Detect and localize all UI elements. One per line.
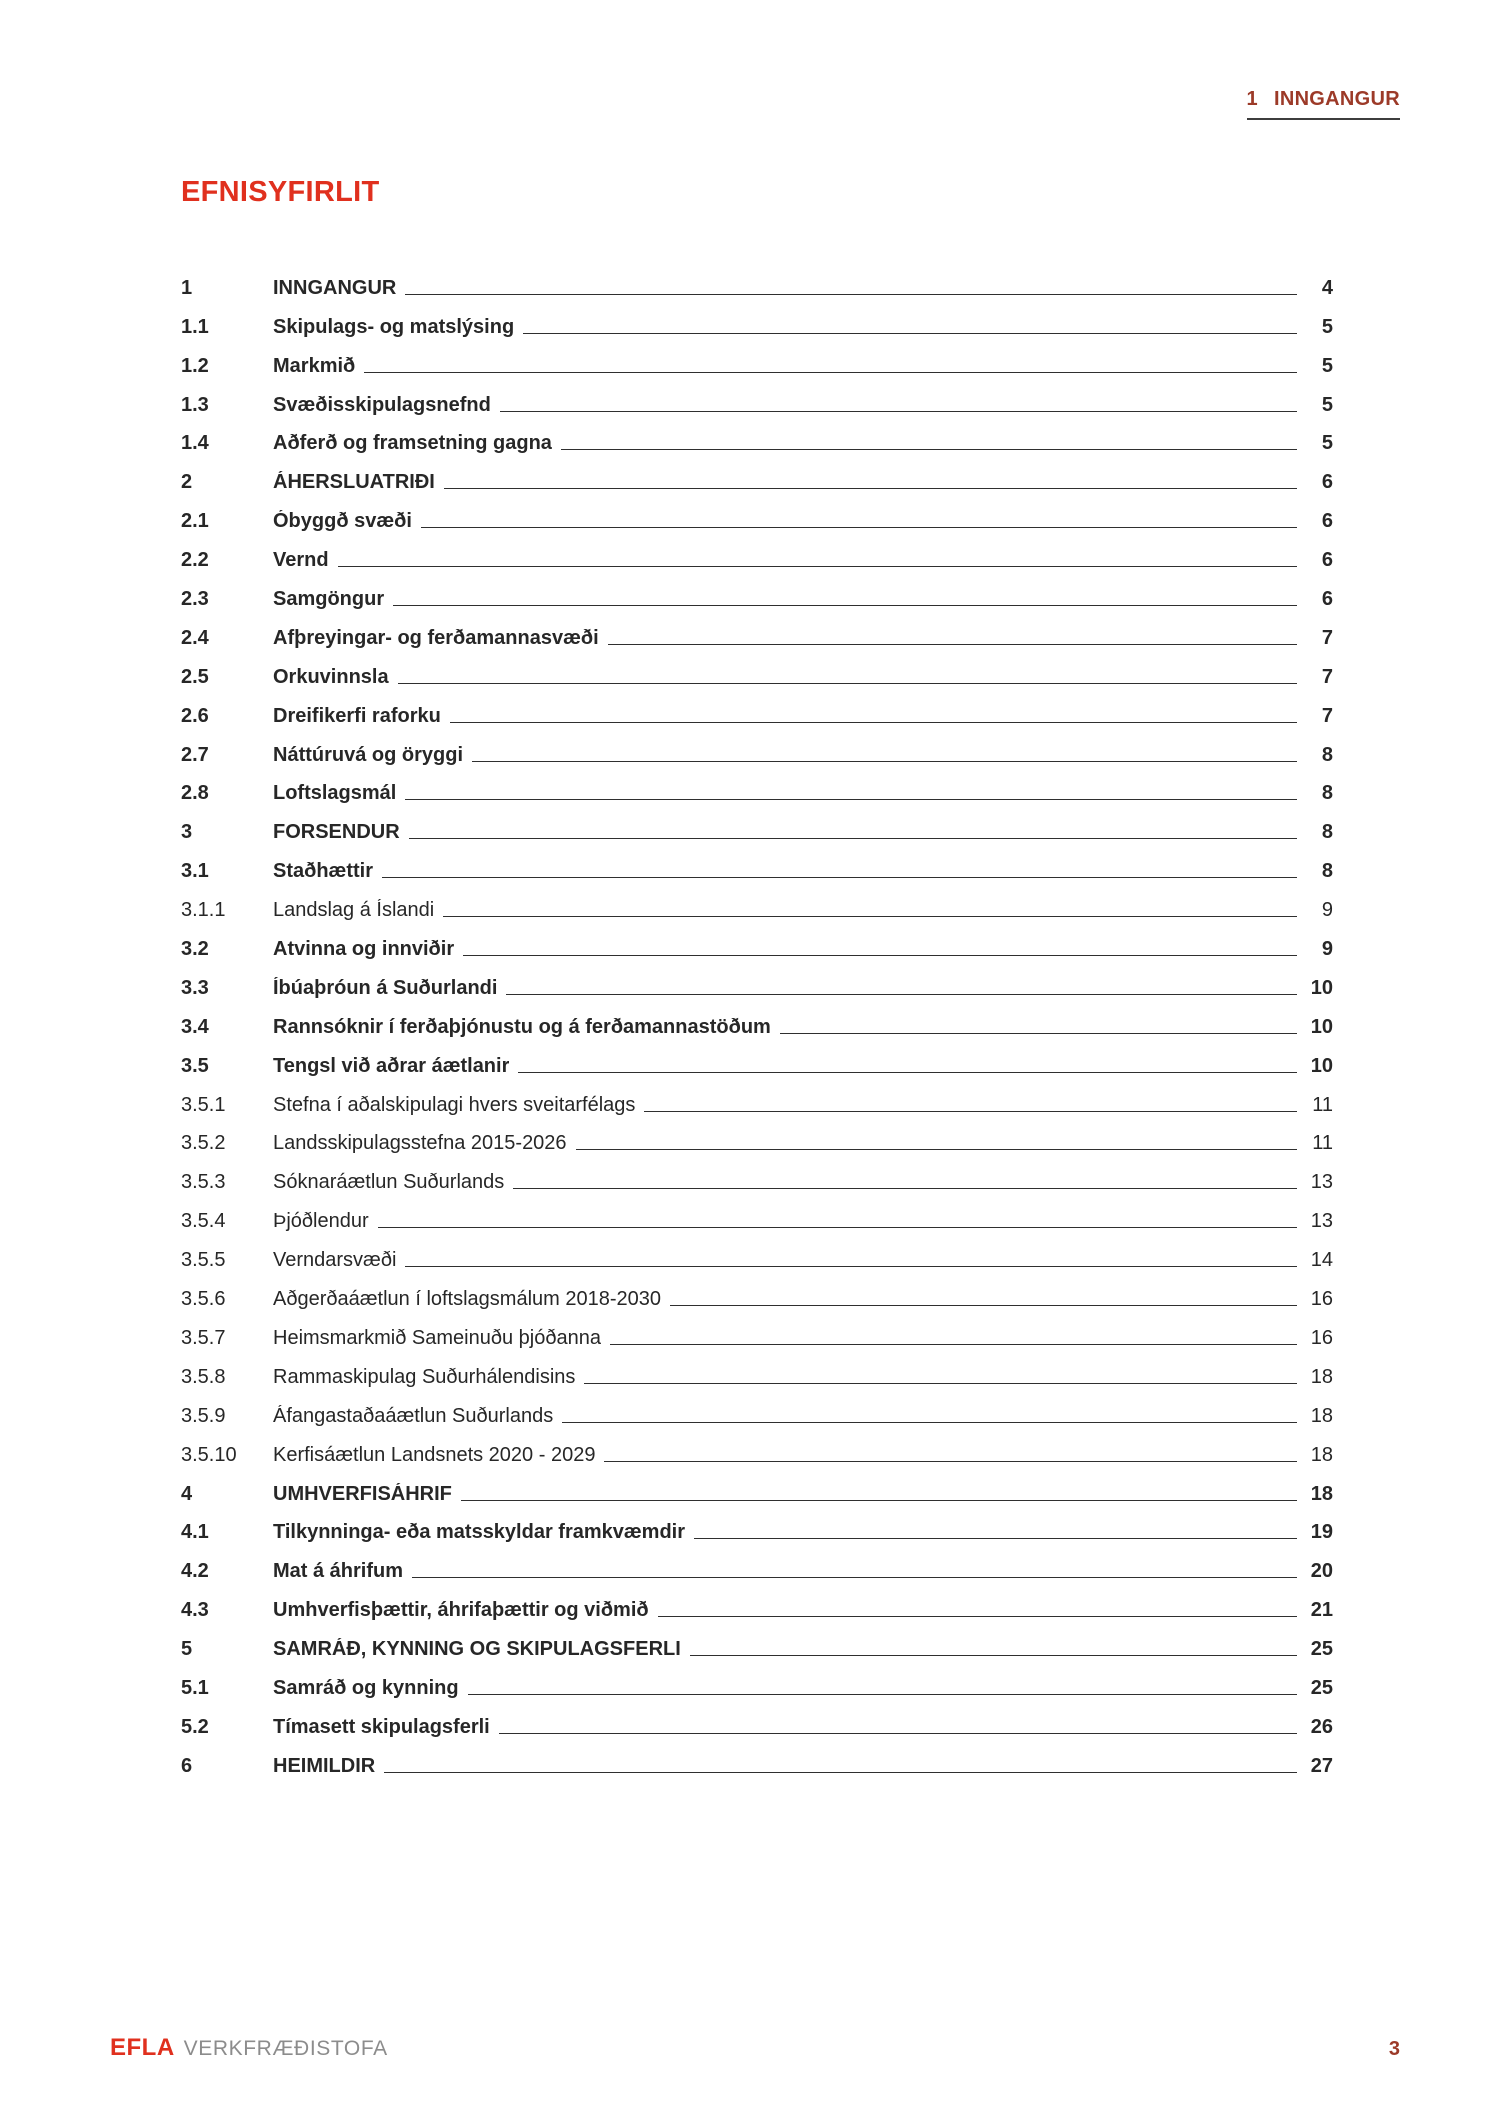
- toc-leader-line: [384, 1772, 1297, 1773]
- toc-entry-label: Vernd: [273, 549, 329, 572]
- toc-row[interactable]: [181, 1350, 1333, 1389]
- toc-leader-line: [405, 294, 1297, 295]
- toc-entry-number: 3.5.10: [181, 1443, 237, 1466]
- toc-entry-number: 3.3: [181, 976, 209, 999]
- toc-entry-number: 5: [181, 1638, 193, 1661]
- running-header: [1247, 88, 1400, 120]
- toc-entry-page: 10: [1310, 976, 1333, 999]
- toc-row[interactable]: [181, 1622, 1333, 1661]
- toc-entry-number: 5.1: [181, 1676, 209, 1699]
- running-header-chapter-number: 1: [1246, 88, 1258, 110]
- toc-entry-number: 3.5.6: [181, 1288, 226, 1311]
- toc-entry-page: 10: [1310, 1054, 1333, 1077]
- toc-entry-label: Svæðisskipulagsnefnd: [273, 393, 491, 416]
- toc-entry-page: 19: [1310, 1521, 1333, 1544]
- toc-entry-page: 5: [1321, 432, 1333, 455]
- toc-row[interactable]: [181, 1467, 1333, 1506]
- toc-entry-page: 9: [1321, 899, 1333, 922]
- toc-entry-number: 3.5.9: [181, 1404, 226, 1427]
- toc-leader-line: [690, 1655, 1297, 1656]
- toc-entry-label: INNGANGUR: [273, 276, 397, 299]
- toc-entry-number: 2.5: [181, 665, 209, 688]
- toc-row[interactable]: [181, 922, 1333, 961]
- toc-entry-label: Þjóðlendur: [273, 1210, 369, 1233]
- toc-entry-number: 4.2: [181, 1560, 209, 1583]
- toc-entry-page: 18: [1310, 1404, 1333, 1427]
- toc-entry-number: 3.5.7: [181, 1326, 226, 1349]
- toc-entry-label: Samgöngur: [273, 588, 385, 611]
- toc-row[interactable]: [181, 767, 1333, 806]
- toc-leader-line: [584, 1383, 1297, 1384]
- toc-entry-number: 3.5: [181, 1054, 209, 1077]
- toc-entry-label: Kerfisáætlun Landsnets 2020 - 2029: [273, 1443, 596, 1466]
- toc-row[interactable]: [181, 1311, 1333, 1350]
- toc-entry-number: 2.1: [181, 510, 209, 533]
- toc-entry-label: Rammaskipulag Suðurhálendisins: [273, 1365, 576, 1388]
- toc-entry-number: 1.1: [181, 315, 209, 338]
- toc-entry-number: 3.1: [181, 860, 209, 883]
- toc-entry-label: Skipulags- og matslýsing: [273, 315, 515, 338]
- toc-entry-label: Mat á áhrifum: [273, 1560, 404, 1583]
- footer-page-number: 3: [1388, 2038, 1400, 2060]
- toc-entry-label: Tilkynninga- eða matsskyldar framkvæmdir: [273, 1521, 686, 1544]
- toc-entry-number: 2.4: [181, 626, 209, 649]
- toc-leader-line: [405, 799, 1297, 800]
- toc-entry-page: 10: [1310, 1015, 1333, 1038]
- toc-row[interactable]: [181, 844, 1333, 883]
- toc-entry-number: 2.6: [181, 704, 209, 727]
- toc-leader-line: [364, 372, 1297, 373]
- toc-entry-page: 5: [1321, 315, 1333, 338]
- toc-entry-page: 16: [1310, 1288, 1333, 1311]
- toc-entry-label: Áfangastaðaáætlun Suðurlands: [273, 1404, 554, 1427]
- toc-entry-number: 1.2: [181, 354, 209, 377]
- toc-entry-page: 16: [1310, 1326, 1333, 1349]
- toc-entry-label: SAMRÁÐ, KYNNING OG SKIPULAGSFERLI: [273, 1638, 681, 1661]
- toc-entry-number: 3.4: [181, 1015, 209, 1038]
- toc-row[interactable]: [181, 1194, 1333, 1233]
- toc-leader-line: [468, 1694, 1297, 1695]
- toc-leader-line: [608, 644, 1297, 645]
- toc-leader-line: [472, 761, 1297, 762]
- toc-entry-page: 13: [1310, 1210, 1333, 1233]
- toc-leader-line: [694, 1538, 1297, 1539]
- toc-entry-page: 18: [1310, 1365, 1333, 1388]
- toc-entry-label: HEIMILDIR: [273, 1754, 376, 1777]
- toc-entry-label: Umhverfisþættir, áhrifaþættir og viðmið: [273, 1599, 649, 1622]
- toc-entry-page: 5: [1321, 393, 1333, 416]
- toc-row[interactable]: [181, 1078, 1333, 1117]
- toc-leader-line: [412, 1577, 1297, 1578]
- toc-row[interactable]: [181, 1039, 1333, 1078]
- toc-entry-number: 4: [181, 1482, 193, 1505]
- toc-entry-page: 7: [1321, 665, 1333, 688]
- toc-entry-number: 2.8: [181, 782, 209, 805]
- toc-entry-page: 9: [1321, 938, 1333, 961]
- toc-leader-line: [610, 1344, 1297, 1345]
- toc-entry-page: 6: [1321, 588, 1333, 611]
- toc-leader-line: [421, 527, 1297, 528]
- toc-entry-label: Sóknaráætlun Suðurlands: [273, 1171, 505, 1194]
- toc-title: EFNISYFIRLIT: [181, 176, 380, 208]
- toc-entry-number: 3.1.1: [181, 899, 226, 922]
- toc-entry-label: Aðgerðaáætlun í loftslagsmálum 2018-2030: [273, 1288, 662, 1311]
- toc-entry-label: Verndarsvæði: [273, 1249, 397, 1272]
- toc-entry-number: 3.5.4: [181, 1210, 226, 1233]
- toc-entry-number: 2.2: [181, 549, 209, 572]
- toc-entry-label: Markmið: [273, 354, 356, 377]
- toc-entry-label: Orkuvinnsla: [273, 665, 389, 688]
- toc-entry-page: 11: [1312, 1093, 1333, 1116]
- toc-leader-line: [670, 1305, 1297, 1306]
- toc-entry-number: 4.1: [181, 1521, 209, 1544]
- toc-row[interactable]: [181, 1428, 1333, 1467]
- toc-entry-label: Heimsmarkmið Sameinuðu þjóðanna: [273, 1326, 601, 1349]
- toc-entry-page: 8: [1321, 743, 1333, 766]
- toc-row[interactable]: [181, 1700, 1333, 1739]
- toc-entry-number: 5.2: [181, 1715, 209, 1738]
- toc-entry-page: 20: [1310, 1560, 1333, 1583]
- toc-row[interactable]: [181, 1272, 1333, 1311]
- toc-leader-line: [382, 877, 1297, 878]
- toc-leader-line: [500, 411, 1297, 412]
- toc-entry-label: Rannsóknir í ferðaþjónustu og á ferðamannastöðum: [273, 1015, 771, 1038]
- toc-entry-number: 3.5.5: [181, 1249, 226, 1272]
- toc-leader-line: [523, 333, 1297, 334]
- toc-entry-number: 1.3: [181, 393, 209, 416]
- toc-entry-label: Landsskipulagsstefna 2015-2026: [273, 1132, 567, 1155]
- toc-leader-line: [658, 1616, 1297, 1617]
- toc-leader-line: [393, 605, 1297, 606]
- toc-leader-line: [398, 683, 1297, 684]
- toc-leader-line: [604, 1461, 1297, 1462]
- footer-brand-suffix: VERKFRÆÐISTOFA: [183, 2037, 388, 2060]
- toc-leader-line: [561, 449, 1297, 450]
- toc-entry-label: Atvinna og innviðir: [273, 938, 455, 961]
- toc-leader-line: [338, 566, 1297, 567]
- toc-row[interactable]: [181, 1661, 1333, 1700]
- toc-entry-label: Íbúaþróun á Suðurlandi: [273, 976, 498, 999]
- toc-entry-label: Tengsl við aðrar áætlanir: [273, 1054, 510, 1077]
- toc-row[interactable]: [181, 417, 1333, 456]
- toc-entry-label: Landslag á Íslandi: [273, 899, 435, 922]
- toc-row[interactable]: [181, 1739, 1333, 1778]
- toc-entry-number: 3.5.1: [181, 1093, 226, 1116]
- toc-entry-label: Staðhættir: [273, 860, 373, 883]
- toc-entry-label: UMHVERFISÁHRIF: [273, 1482, 452, 1505]
- toc-leader-line: [463, 955, 1297, 956]
- toc-leader-line: [780, 1033, 1297, 1034]
- toc-entry-label: Aðferð og framsetning gagna: [273, 432, 552, 455]
- toc-entry-number: 3.5.2: [181, 1132, 226, 1155]
- toc-leader-line: [461, 1500, 1297, 1501]
- toc-entry-label: Loftslagsmál: [273, 782, 397, 805]
- toc-entry-page: 8: [1321, 782, 1333, 805]
- toc-entry-number: 4.3: [181, 1599, 209, 1622]
- toc-entry-number: 2: [181, 471, 193, 494]
- toc-entry-page: 11: [1312, 1132, 1333, 1155]
- toc-entry-label: Dreifikerfi raforku: [273, 704, 441, 727]
- toc-entry-page: 14: [1310, 1249, 1333, 1272]
- toc-leader-line: [562, 1422, 1297, 1423]
- toc-row[interactable]: [181, 533, 1333, 572]
- toc-leader-line: [513, 1188, 1297, 1189]
- toc-entry-number: 3.2: [181, 938, 209, 961]
- toc-entry-number: 1: [181, 276, 193, 299]
- toc-leader-line: [576, 1149, 1297, 1150]
- toc-entry-page: 6: [1321, 549, 1333, 572]
- toc-entry-number: 6: [181, 1754, 193, 1777]
- toc-row[interactable]: [181, 572, 1333, 611]
- toc-row[interactable]: [181, 883, 1333, 922]
- toc-row[interactable]: [181, 728, 1333, 767]
- toc-leader-line: [518, 1072, 1297, 1073]
- toc-row[interactable]: [181, 689, 1333, 728]
- efla-logo: EFLA: [110, 2034, 175, 2061]
- toc-leader-line: [499, 1733, 1297, 1734]
- toc-row[interactable]: [181, 611, 1333, 650]
- toc-row[interactable]: [181, 1583, 1333, 1622]
- toc-row[interactable]: [181, 650, 1333, 689]
- toc-leader-line: [405, 1266, 1297, 1267]
- toc-entry-number: 3.5.8: [181, 1365, 226, 1388]
- toc-row[interactable]: [181, 1389, 1333, 1428]
- toc-row[interactable]: [181, 1117, 1333, 1156]
- toc-row[interactable]: [181, 1233, 1333, 1272]
- toc-row[interactable]: [181, 1000, 1333, 1039]
- toc-row[interactable]: [181, 455, 1333, 494]
- toc-entry-page: 8: [1321, 821, 1333, 844]
- toc-leader-line: [378, 1227, 1297, 1228]
- toc-entry-page: 25: [1310, 1638, 1333, 1661]
- toc-entry-number: 3.5.3: [181, 1171, 226, 1194]
- toc-entry-page: 27: [1310, 1754, 1333, 1777]
- toc-entry-page: 21: [1310, 1599, 1333, 1622]
- toc-entry-page: 7: [1321, 626, 1333, 649]
- page-footer: [110, 2034, 1400, 2062]
- toc-entry-page: 25: [1310, 1676, 1333, 1699]
- toc-entry-label: ÁHERSLUATRIÐI: [273, 471, 435, 494]
- toc-entry-page: 6: [1321, 510, 1333, 533]
- running-header-chapter-title: INNGANGUR: [1273, 88, 1400, 110]
- toc-entry-number: 1.4: [181, 432, 209, 455]
- toc-entry-label: Óbyggð svæði: [273, 510, 412, 533]
- toc-row[interactable]: [181, 494, 1333, 533]
- toc-entry-page: 6: [1321, 471, 1333, 494]
- toc-row[interactable]: [181, 1506, 1333, 1545]
- toc-row[interactable]: [181, 805, 1333, 844]
- toc-entry-label: Afþreyingar- og ferðamannasvæði: [273, 626, 599, 649]
- toc-entry-page: 26: [1310, 1715, 1333, 1738]
- toc-row[interactable]: [181, 261, 1333, 300]
- toc-leader-line: [644, 1111, 1297, 1112]
- toc-leader-line: [450, 722, 1297, 723]
- toc-entry-page: 13: [1310, 1171, 1333, 1194]
- toc-row[interactable]: [181, 378, 1333, 417]
- toc-leader-line: [506, 994, 1297, 995]
- toc-entry-label: FORSENDUR: [273, 821, 400, 844]
- toc-row[interactable]: [181, 300, 1333, 339]
- toc-row[interactable]: [181, 339, 1333, 378]
- toc-entry-page: 5: [1321, 354, 1333, 377]
- toc-entry-label: Tímasett skipulagsferli: [273, 1715, 490, 1738]
- footer-brand-lockup: [110, 2034, 388, 2062]
- toc-row[interactable]: [181, 1544, 1333, 1583]
- toc-entry-number: 3: [181, 821, 193, 844]
- toc-leader-line: [443, 916, 1297, 917]
- toc-leader-line: [444, 488, 1297, 489]
- toc-entry-page: 7: [1321, 704, 1333, 727]
- toc-entry-number: 2.3: [181, 588, 209, 611]
- toc-list: [181, 261, 1333, 1778]
- toc-entry-page: 18: [1310, 1482, 1333, 1505]
- toc-row[interactable]: [181, 961, 1333, 1000]
- toc-entry-page: 4: [1321, 276, 1333, 299]
- toc-entry-label: Stefna í aðalskipulagi hvers sveitarfélags: [273, 1093, 636, 1116]
- toc-entry-page: 8: [1321, 860, 1333, 883]
- toc-entry-label: Náttúruvá og öryggi: [273, 743, 464, 766]
- toc-entry-label: Samráð og kynning: [273, 1676, 459, 1699]
- toc-entry-number: 2.7: [181, 743, 209, 766]
- toc-entry-page: 18: [1310, 1443, 1333, 1466]
- toc-leader-line: [409, 838, 1297, 839]
- toc-row[interactable]: [181, 1155, 1333, 1194]
